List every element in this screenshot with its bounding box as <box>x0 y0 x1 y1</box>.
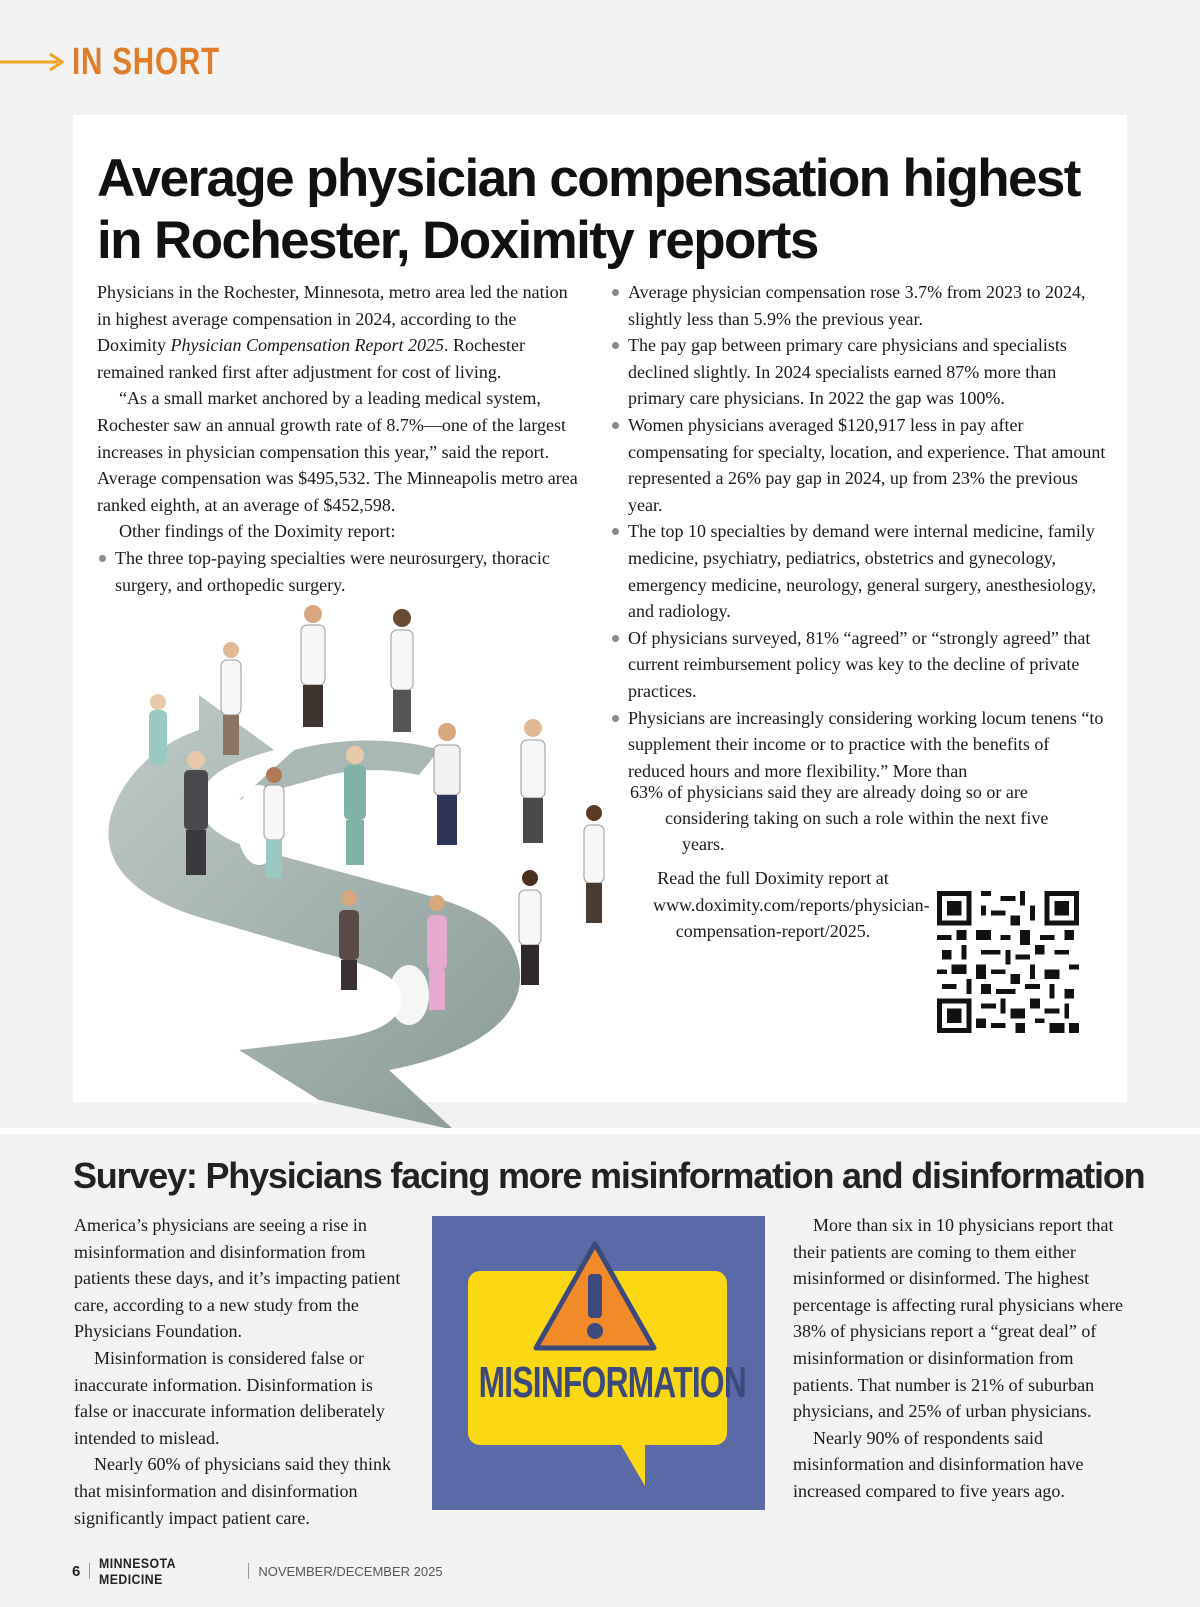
survey-paragraph: More than six in 10 physicians report that their patients are coming to them either misinformed or disinformed. The highest percentage is affecting rural physicians where 38% of physicians report a “great deal” of misinformation or disinformation from patients. That number is 21% of suburban physicians, and 25% of urban physicians. <box>793 1215 1124 1422</box>
dollar-physicians-illustration <box>89 600 669 1170</box>
report-title: Physician Compensation Report 2025 <box>170 335 444 356</box>
list-item: Physicians are increasingly considering working locum tenens “to supplement their income or to practice with the benefits of reduced hours and more flexibility.” More than <box>610 705 1106 785</box>
survey-paragraph: Nearly 90% of respondents said misinformation and disinformation have increased compared to five years ago. <box>793 1427 1084 1501</box>
section-label: IN SHORT <box>72 40 220 83</box>
footer-separator <box>248 1563 249 1579</box>
list-item: Of physicians surveyed, 81% “agreed” or “strongly agreed” that current reimbursement policy was key to the decline of private practices. <box>610 625 1106 705</box>
arrow-right-icon <box>0 40 72 84</box>
survey-paragraph: Misinformation is considered false or inaccurate information. Disinformation is false or inaccurate information deliberately intended to mislead. <box>74 1347 385 1448</box>
article-right-column <box>610 279 1106 784</box>
quote-paragraph: “As a small market anchored by a leading medical system, Rochester saw an annual growth rate of 8.7%—one of the largest increases in physician compensation this year,” said the report. Average compensation was $495,532. The Minneapolis metro area ranked eighth, at an average of $452,598. <box>97 388 578 515</box>
list-item: The three top-paying specialties were neurosurgery, thoracic surgery, and orthopedic surgery. <box>97 545 585 598</box>
article-card <box>73 115 1127 1102</box>
survey-right-column <box>793 1212 1128 1505</box>
footer-separator <box>89 1563 90 1579</box>
article-left-column <box>97 279 585 598</box>
taper-line: years. <box>682 834 725 854</box>
qr-code-icon[interactable] <box>937 891 1079 1033</box>
page-number: 6 <box>72 1562 81 1580</box>
warning-icon <box>530 1238 660 1356</box>
findings-list-right <box>610 279 1106 784</box>
headline: Average physician compensation highest in Rochester, Doximity reports <box>97 149 1080 270</box>
intro-paragraph: Physicians in the Rochester, Minnesota, metro area led the nation in highest average compensation in 2024, according to the Doximity Physician Compensation Report 2025. Rochester remained ranked first after adjustment for cost of living. <box>97 282 568 382</box>
taper-line: considering taking on such a role within the next five <box>665 808 1049 828</box>
page-footer <box>72 1555 443 1587</box>
list-item: Women physicians averaged $120,917 less in pay after compensating for specialty, location, and experience. That amount represented a 26% pay gap in 2024, up from 23% the previous year. <box>610 412 1106 518</box>
survey-paragraph: Nearly 60% of physicians said they think that misinformation and disinformation significantly impact patient care. <box>74 1454 391 1528</box>
list-item: The pay gap between primary care physicians and specialists declined slightly. In 2024 specialists earned 87% more than primary care physicians. In 2022 the gap was 100%. <box>610 332 1106 412</box>
survey-paragraph: America’s physicians are seeing a rise in misinformation and disinformation from patients these days, and it’s impacting patient care, according to a new study from the Physicians Foundation. <box>74 1215 401 1342</box>
section-tag <box>0 40 262 84</box>
list-item: The top 10 specialties by demand were internal medicine, family medicine, psychiatry, pediatrics, obstetrics and gynecology, emergency medicine, neurology, general surgery, anesthesiology, and radiology. <box>610 518 1106 624</box>
findings-list-left <box>97 545 585 598</box>
speech-bubble-tail <box>617 1438 645 1486</box>
misinformation-label: MISINFORMATION <box>478 1358 747 1407</box>
misinformation-image <box>432 1216 765 1510</box>
taper-line: 63% of physicians said they are already doing so or are <box>630 782 1028 802</box>
survey-title: Survey: Physicians facing more misinformation and disinformation <box>73 1155 1145 1196</box>
issue-date: NOVEMBER/DECEMBER 2025 <box>258 1563 443 1579</box>
list-item: Average physician compensation rose 3.7% from 2023 to 2024, slightly less than 5.9% the previous year. <box>610 279 1106 332</box>
findings-lead: Other findings of the Doximity report: <box>119 521 396 542</box>
read-full-report: Read the full Doximity report at www.doximity.com/reports/physician-compensation-report/2025. <box>653 868 930 942</box>
magazine-name: MINNESOTA MEDICINE <box>99 1555 176 1587</box>
section-divider <box>0 1128 1200 1134</box>
survey-left-column <box>74 1212 404 1531</box>
